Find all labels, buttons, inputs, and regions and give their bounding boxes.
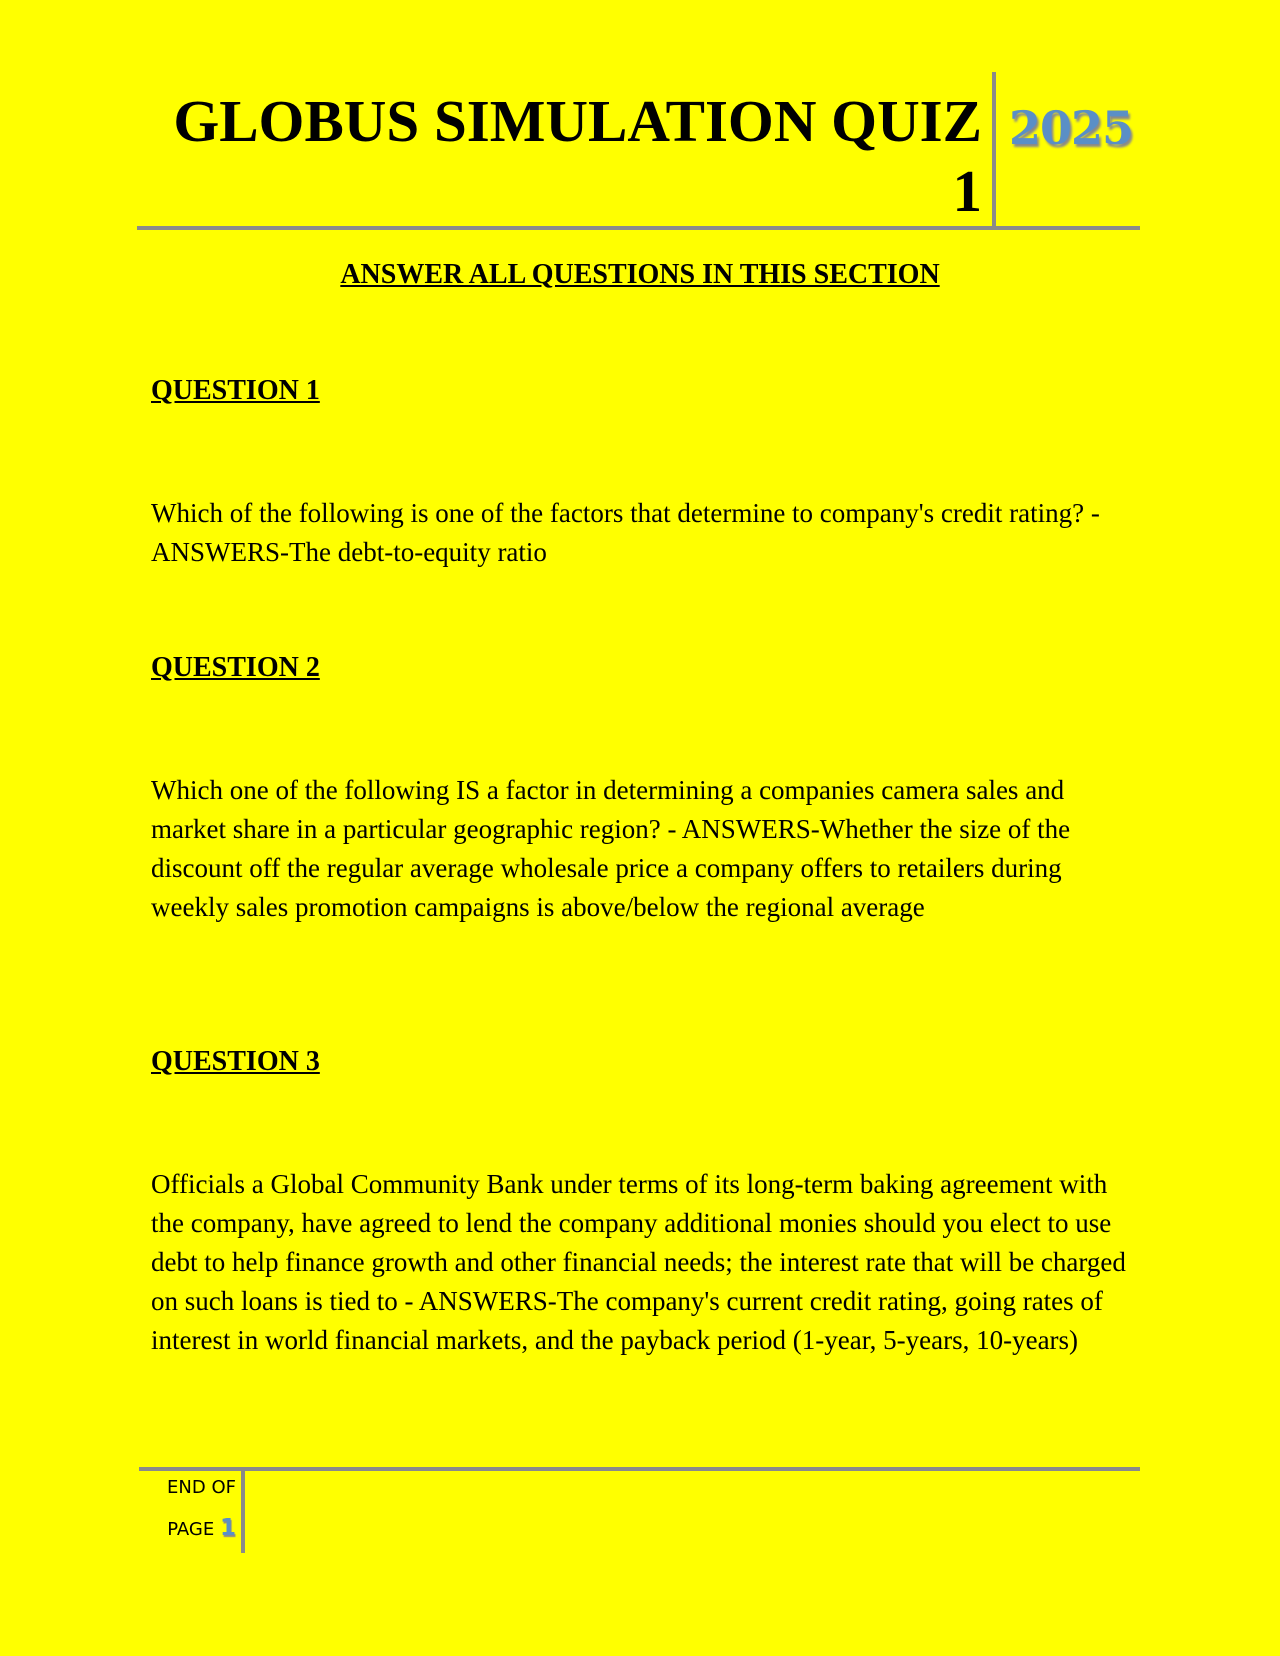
- footer-divider: [241, 1471, 245, 1553]
- footer-end-of: END OF: [167, 1477, 236, 1498]
- question-1-text: Which of the following is one of the factors that determine to company's credit rating? - ANSWERS-The debt-to-equity ratio: [151, 498, 1100, 567]
- footer-page-number: 1: [219, 1515, 236, 1541]
- document-title: GLOBUS SIMULATION QUIZ 1: [173, 88, 982, 224]
- question-2-heading: QUESTION 2: [151, 652, 320, 683]
- question-1-heading: QUESTION 1: [151, 375, 320, 406]
- footer-page-word: PAGE: [167, 1519, 215, 1540]
- header-year: 2025: [1009, 101, 1134, 155]
- header-divider: [992, 72, 996, 226]
- section-instruction: ANSWER ALL QUESTIONS IN THIS SECTION: [340, 259, 940, 290]
- footer-page-label: [150, 1516, 236, 1542]
- question-3-text: Officials a Global Community Bank under terms of its long-term baking agreement with the company, have agreed to lend the company additional monies should you elect to use debt to help finance growth and other financial needs; the interest rate that will be charged on such loans is tied to - ANSWERS-The company's current credit rating, going rates of interest in world financial markets, and the payback period (1-year, 5-years, 10-years): [151, 1169, 1126, 1355]
- question-3-heading: QUESTION 3: [151, 1046, 320, 1077]
- document-header: [137, 72, 1140, 230]
- question-2-text: Which one of the following IS a factor in determining a companies camera sales and market share in a particular geographic region? - ANSWERS-Whether the size of the discount off the regular average wholesale price a company offers to retailers during weekly sales promotion campaigns is above/below the regional average: [151, 775, 1071, 922]
- footer-rule: [139, 1467, 1140, 1471]
